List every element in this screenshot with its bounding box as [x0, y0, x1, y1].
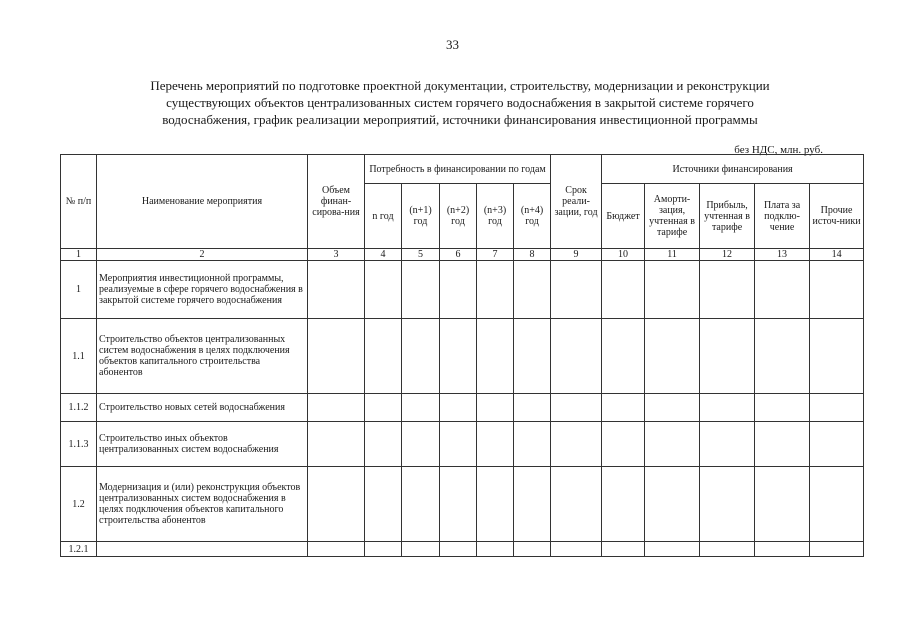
header-budget: Бюджет — [602, 184, 645, 249]
page-number: 33 — [446, 37, 459, 52]
column-number: 4 — [365, 249, 402, 261]
table-row — [61, 542, 864, 557]
column-number: 5 — [402, 249, 440, 261]
row-name — [97, 542, 308, 557]
header-deadline: Срок реали-зации, год — [551, 155, 602, 249]
row-name: Модернизация и (или) реконструкция объектов централизованных систем водоснабжения в целях подключения объектов капитального строительства абонентов — [97, 467, 308, 542]
header-profit: Прибыль, учтенная в тарифе — [700, 184, 755, 249]
column-number: 11 — [645, 249, 700, 261]
header-sources-group: Источники финансирования — [602, 155, 864, 184]
column-number: 12 — [700, 249, 755, 261]
document-title — [60, 77, 860, 128]
header-need-group: Потребность в финансировании по годам — [365, 155, 551, 184]
header-year-n3: (n+3) год — [477, 184, 514, 249]
table-row — [61, 394, 864, 422]
column-number: 2 — [97, 249, 308, 261]
header-amortization: Аморти-зация, учтенная в тарифе — [645, 184, 700, 249]
column-number: 8 — [514, 249, 551, 261]
title-line-3: водоснабжения, график реализации мероприятий, источники финансирования инвестиционной программы — [162, 112, 758, 127]
table-row — [61, 467, 864, 542]
header-num: № п/п — [61, 155, 97, 249]
row-name: Мероприятия инвестиционной программы, реализуемые в сфере горячего водоснабжения в закрытой системе горячего водоснабжения — [97, 261, 308, 319]
row-number: 1.2 — [61, 467, 97, 542]
row-name: Строительство иных объектов централизованных систем водоснабжения — [97, 422, 308, 467]
header-other: Прочие источ-ники — [810, 184, 864, 249]
header-connection-fee: Плата за подклю-чение — [755, 184, 810, 249]
header-year-n1: (n+1) год — [402, 184, 440, 249]
row-number: 1.1 — [61, 319, 97, 394]
row-number: 1 — [61, 261, 97, 319]
row-number: 1.1.2 — [61, 394, 97, 422]
column-number: 6 — [440, 249, 477, 261]
header-year-n4: (n+4) год — [514, 184, 551, 249]
column-number: 10 — [602, 249, 645, 261]
title-line-2: существующих объектов централизованных систем горячего водоснабжения в закрытой системе горячего — [166, 95, 754, 110]
title-line-1: Перечень мероприятий по подготовке проектной документации, строительству, модернизации и реконструкции — [150, 78, 770, 93]
header-year-n2: (n+2) год — [440, 184, 477, 249]
table-row — [61, 319, 864, 394]
column-number: 9 — [551, 249, 602, 261]
column-number: 14 — [810, 249, 864, 261]
investment-measures-table — [60, 154, 864, 557]
table-row — [61, 261, 864, 319]
header-name: Наименование мероприятия — [97, 155, 308, 249]
units-note: без НДС, млн. руб. — [734, 144, 823, 156]
header-year-n: n год — [365, 184, 402, 249]
header-volume: Объем финан-сирова-ния — [308, 155, 365, 249]
row-name: Строительство объектов централизованных систем водоснабжения в целях подключения объектов капитального строительства абонентов — [97, 319, 308, 394]
row-number: 1.2.1 — [61, 542, 97, 557]
column-number: 1 — [61, 249, 97, 261]
column-number: 13 — [755, 249, 810, 261]
row-name: Строительство новых сетей водоснабжения — [97, 394, 308, 422]
column-number: 3 — [308, 249, 365, 261]
row-number: 1.1.3 — [61, 422, 97, 467]
table-row — [61, 422, 864, 467]
column-number: 7 — [477, 249, 514, 261]
